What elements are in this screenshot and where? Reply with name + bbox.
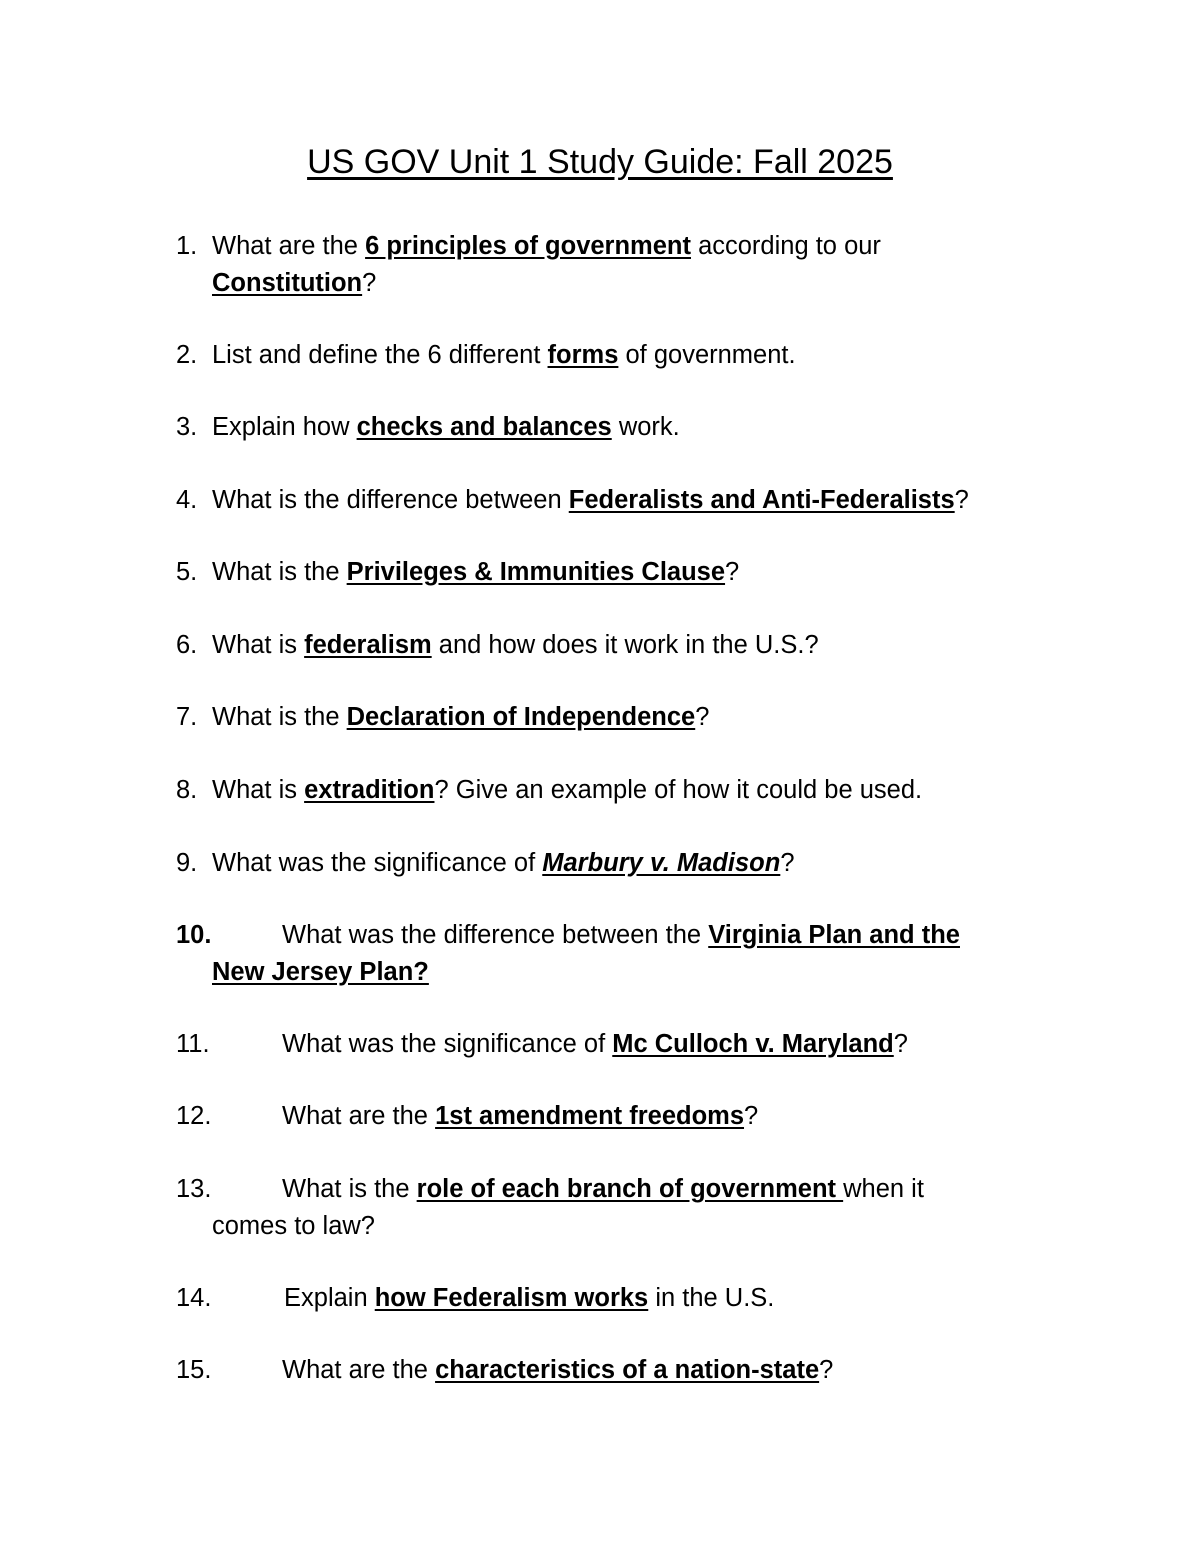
question-number: 1.: [176, 232, 198, 260]
question-number: 15.: [176, 1356, 212, 1384]
question-item: [176, 1098, 1056, 1135]
question-number: 13.: [176, 1175, 212, 1203]
question-item: [176, 699, 1056, 736]
question-text: ?: [725, 558, 740, 586]
question-text: in the U.S.: [648, 1284, 775, 1312]
question-text: What is the difference between: [212, 486, 569, 514]
question-text: What was the difference between the: [282, 921, 709, 949]
question-text: ?: [819, 1356, 834, 1384]
question-text: ?: [893, 1030, 908, 1058]
question-item: [176, 772, 1056, 809]
question-text: What are the: [282, 1102, 436, 1130]
question-item: [176, 409, 1056, 446]
question-text: What are the: [282, 1356, 436, 1384]
question-item: [176, 482, 1056, 519]
key-term: role of each branch of government: [416, 1175, 844, 1203]
key-term: extradition: [304, 776, 435, 804]
question-text: What is the: [212, 703, 347, 731]
document-title: US GOV Unit 1 Study Guide: Fall 2025: [307, 143, 893, 181]
question-number: 10.: [176, 921, 212, 949]
question-text: ? Give an example of how it could be used.: [434, 776, 923, 804]
key-term: Virginia Plan and the: [708, 921, 960, 949]
key-term: federalism: [304, 631, 432, 659]
question-text: according to our: [690, 232, 881, 260]
question-item: [176, 917, 1056, 991]
question-text: List and define the 6 different: [212, 341, 548, 369]
question-item: [176, 1352, 1056, 1389]
question-item: [176, 627, 1056, 664]
question-text: work.: [611, 413, 680, 441]
question-number: 2.: [176, 341, 198, 369]
question-item: [176, 1280, 1056, 1317]
key-term: characteristics of a nation-state: [435, 1356, 820, 1384]
question-item: [176, 337, 1056, 374]
question-text: What is the: [212, 558, 347, 586]
key-term: Privileges & Immunities Clause: [346, 558, 726, 586]
question-text: and how does it work in the U.S.?: [431, 631, 819, 659]
question-text: ?: [780, 849, 795, 877]
question-text: What was the significance of: [282, 1030, 613, 1058]
question-line-2: [176, 265, 1056, 302]
key-term: New Jersey Plan?: [212, 958, 429, 986]
question-number: 6.: [176, 631, 198, 659]
question-item: [176, 1026, 1056, 1063]
key-term: Federalists and Anti-Federalists: [568, 486, 955, 514]
question-text: ?: [362, 269, 377, 297]
question-number: 3.: [176, 413, 198, 441]
key-term: Declaration of Independence: [346, 703, 696, 731]
question-number: 14.: [176, 1284, 212, 1312]
question-line-2: [176, 954, 1056, 991]
question-text: of government.: [618, 341, 796, 369]
key-term: Constitution: [212, 269, 363, 297]
question-text: ?: [954, 486, 969, 514]
question-item: [176, 845, 1056, 882]
key-term: checks and balances: [356, 413, 612, 441]
question-number: 8.: [176, 776, 198, 804]
question-item: [176, 554, 1056, 591]
question-text: What is: [212, 631, 305, 659]
question-text: What is the: [282, 1175, 417, 1203]
question-text: when it: [843, 1175, 924, 1203]
question-text: What are the: [212, 232, 366, 260]
question-text: ?: [744, 1102, 759, 1130]
question-number: 5.: [176, 558, 198, 586]
key-term: Mc Culloch v. Maryland: [612, 1030, 894, 1058]
key-term: Marbury v. Madison: [542, 849, 781, 877]
question-item: [176, 1171, 1056, 1245]
key-term: forms: [547, 341, 619, 369]
question-text: ?: [695, 703, 710, 731]
question-number: 4.: [176, 486, 198, 514]
question-text: Explain: [284, 1284, 375, 1312]
question-line-2: comes to law?: [212, 1212, 375, 1240]
question-text: Explain how: [212, 413, 357, 441]
question-number: 7.: [176, 703, 198, 731]
question-item: [176, 228, 1056, 302]
question-number: 9.: [176, 849, 198, 877]
question-text: What is: [212, 776, 305, 804]
question-text: What was the significance of: [212, 849, 543, 877]
key-term: how Federalism works: [374, 1284, 649, 1312]
key-term: 6 principles of government: [365, 232, 691, 260]
question-number: 11.: [176, 1030, 210, 1058]
question-number: 12.: [176, 1102, 212, 1130]
key-term: 1st amendment freedoms: [435, 1102, 745, 1130]
